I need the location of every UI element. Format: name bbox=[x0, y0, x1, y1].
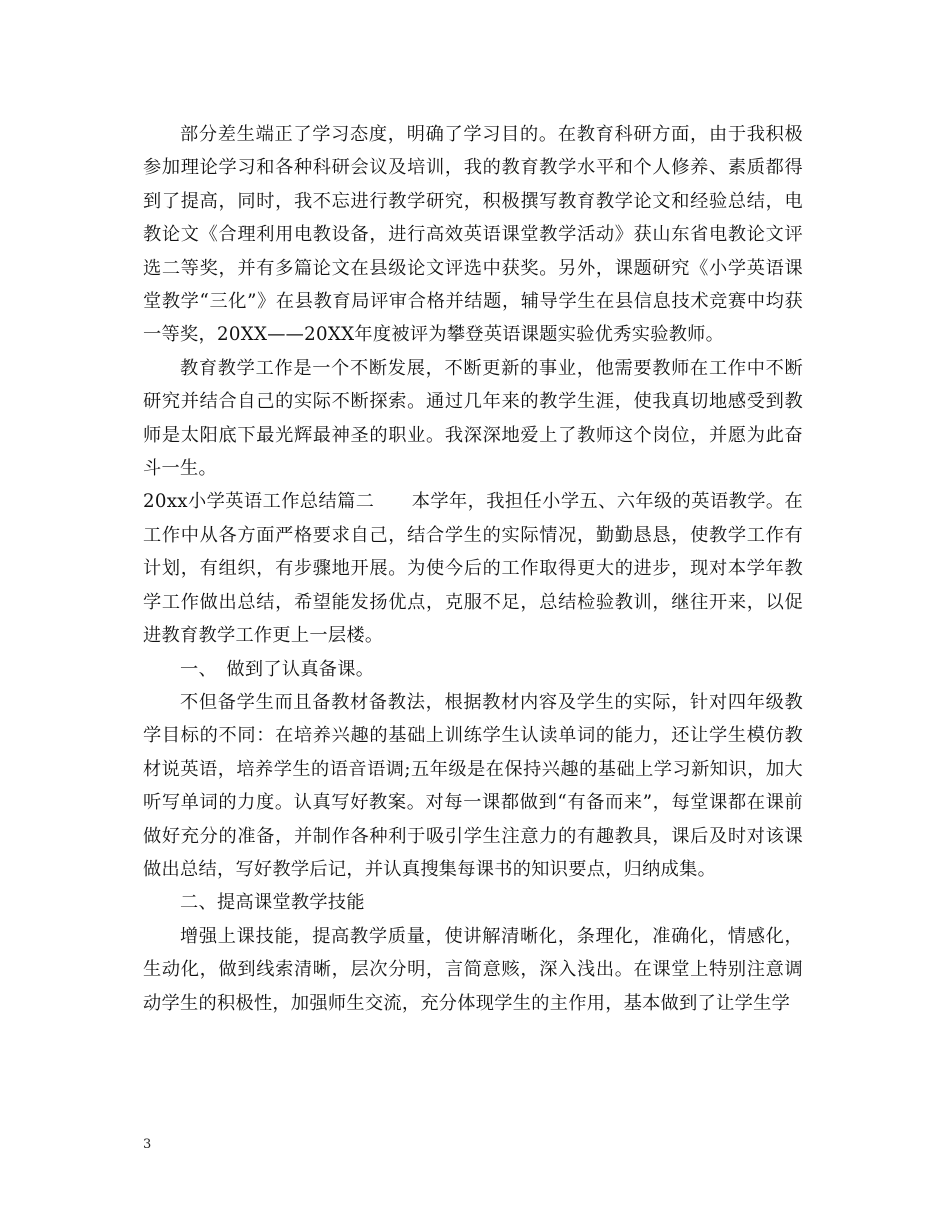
page-body bbox=[143, 118, 803, 1020]
section-heading-lesson-prep: 一、 做到了认真备课。 bbox=[180, 658, 375, 680]
page-number: 3 bbox=[143, 1137, 152, 1152]
paragraph-research-achievements: 部分差生端正了学习态度，明确了学习目的。在教育科研方面，由于我积极参加理论学习和各种科研会议及培训，我的教育教学水平和个人修养、素质都得到了提高，同时，我不忘进行教学研究，积极撰写教育教学论文和经验总结，电教论文《合理利用电教设备，进行高效英语课堂教学活动》获山东省电教论文评选二等奖，并有多篇论文在县级论文评选中获奖。另外，课题研究《小学英语课堂教学“三化”》在县教育局评审合格并结题，辅导学生在县信息技术竞赛中均获一等奖，20XX——20XX年度被评为攀登英语课题实验优秀实验教师。 bbox=[143, 124, 803, 346]
section-heading-classroom-skills: 二、提高课堂教学技能 bbox=[180, 892, 365, 914]
paragraph-teaching-career: 教育教学工作是一个不断发展，不断更新的事业，他需要教师在工作中不断研究并结合自己的实际不断探索。通过几年来的教学生涯，使我真切地感受到教师是太阳底下最光辉最神圣的职业。我深深地爱上了教师这个岗位，并愿为此奋斗一生。 bbox=[143, 357, 803, 480]
paragraph-lesson-prep: 不但备学生而且备教材备教法，根据教材内容及学生的实际，针对四年级教学目标的不同：在培养兴趣的基础上训练学生认读单词的能力，还让学生模仿教材说英语，培养学生的语音语调;五年级是在保持兴趣的基础上学习新知识，加大听写单词的力度。认真写好教案。对每一课都做到“有备而来”，每堂课都在课前做好充分的准备，并制作各种利于吸引学生注意力的有趣教具，课后及时对该课做出总结，写好教学后记，并认真搜集每课书的知识要点，归纳成集。 bbox=[143, 691, 803, 880]
paragraph-summary-part-two: 20xx小学英语工作总结篇二 本学年，我担任小学五、六年级的英语教学。在工作中从各方面严格要求自己，结合学生的实际情况，勤勤恳恳，使教学工作有计划，有组织，有步骤地开展。为使今后的工作取得更大的进步，现对本学年教学工作做出总结，希望能发扬优点，克服不足，总结检验教训，继往开来，以促进教育教学工作更上一层楼。 bbox=[143, 491, 803, 647]
paragraph-classroom-skills: 增强上课技能，提高教学质量，使讲解清晰化，条理化，准确化，情感化，生动化，做到线索清晰，层次分明，言简意赅，深入浅出。在课堂上特别注意调动学生的积极性，加强师生交流，充分体现学生的主作用，基本做到了让学生学 bbox=[143, 925, 803, 1014]
